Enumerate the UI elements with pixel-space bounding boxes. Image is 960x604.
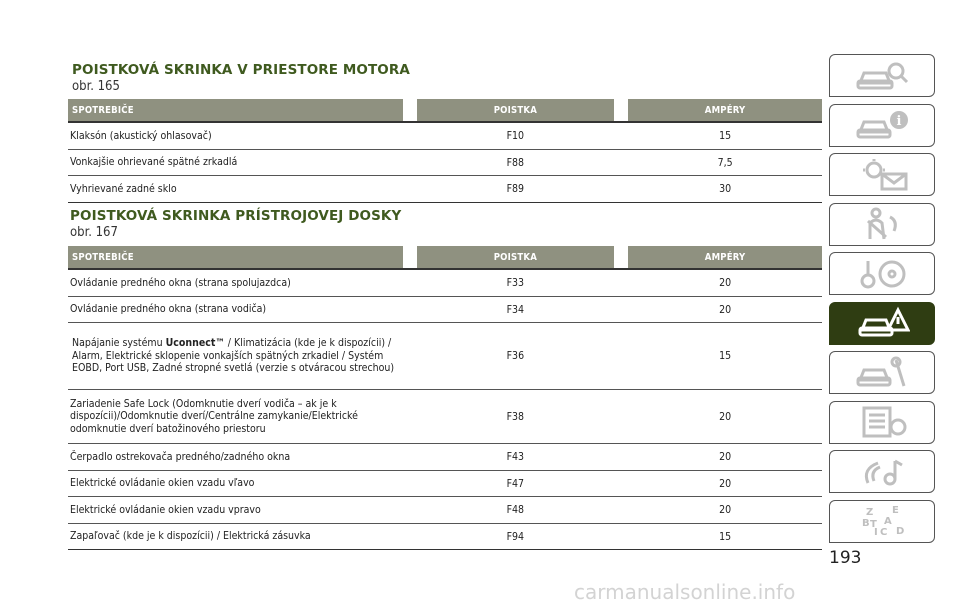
fuse-table-dashboard [68, 240, 822, 550]
tab-servicing[interactable] [829, 351, 935, 394]
specifications-list-icon [854, 405, 910, 439]
fuse-cell: F48 [506, 504, 525, 516]
section-engine [72, 62, 410, 94]
table-row [68, 497, 822, 524]
fuse-cell: F89 [506, 183, 525, 195]
column-header-fuse: POISTKA [417, 99, 615, 121]
tab-starting-driving[interactable] [829, 252, 935, 295]
column-header-ampere: AMPÉRY [628, 246, 822, 268]
column-header-ampere: AMPÉRY [628, 99, 822, 121]
table-row [68, 176, 822, 203]
section-title: POISTKOVÁ SKRINKA PRÍSTROJOVEJ DOSKY [70, 208, 402, 224]
ampere-cell: 15 [719, 130, 732, 142]
ampere-cell: 20 [719, 410, 732, 423]
index-letter: C [880, 527, 888, 538]
table-row [68, 270, 822, 297]
table-row [68, 150, 822, 176]
ampere-cell: 30 [719, 183, 732, 195]
table-row [68, 471, 822, 497]
index-letter: E [892, 505, 899, 516]
car-service-tools-icon [854, 356, 910, 390]
ampere-cell: 15 [719, 350, 732, 362]
table-row [68, 444, 822, 471]
section-title: POISTKOVÁ SKRINKA V PRIESTORE MOTORA [72, 62, 410, 78]
index-letter: A [884, 516, 892, 527]
tab-index[interactable] [829, 500, 935, 543]
index-letter: I [874, 527, 878, 538]
column-header-fuse: POISTKA [417, 246, 615, 268]
device-text: Napájanie systému [72, 337, 166, 350]
device-cell [68, 337, 403, 375]
tab-emergency[interactable] [829, 302, 935, 345]
device-cell: Elektrické ovládanie okien vzadu vpravo [70, 503, 261, 516]
device-cell: Elektrické ovládanie okien vzadu vľavo [70, 477, 255, 490]
watermark: carmanualsonline.info [574, 580, 796, 604]
tab-multimedia[interactable] [829, 450, 935, 493]
device-cell: Vonkajšie ohrievané spätné zrkadlá [70, 156, 238, 169]
ampere-cell: 20 [719, 277, 732, 289]
device-cell: Klaksón (akustický ohlasovač) [70, 129, 212, 142]
tab-safety[interactable] [829, 203, 935, 246]
device-cell: Vyhrievané zadné sklo [70, 182, 177, 195]
ampere-cell: 20 [719, 303, 732, 316]
brand-name: Uconnect™ [165, 337, 225, 350]
tab-technical-data[interactable] [829, 401, 935, 444]
fuse-cell: F33 [506, 277, 525, 289]
fuse-cell: F88 [506, 156, 525, 169]
table-row [68, 123, 822, 150]
index-letter: Z [866, 507, 874, 518]
ampere-cell: 15 [719, 530, 732, 543]
fuse-cell: F34 [506, 303, 525, 316]
tab-warning-lights[interactable] [829, 153, 935, 196]
fuse-cell: F10 [506, 130, 525, 142]
tab-car-info[interactable] [829, 104, 935, 147]
device-cell: Zapaľovač (kde je k dispozícii) / Elektrická zásuvka [70, 530, 311, 543]
fuse-table-engine [68, 93, 822, 203]
ampere-cell: 7,5 [717, 156, 733, 169]
fuse-cell: F38 [506, 410, 525, 423]
alphabetical-index-icon [854, 504, 910, 538]
column-header-device: SPOTREBIČE [68, 246, 403, 268]
warning-light-mail-icon [854, 158, 910, 192]
tab-car-search[interactable] [829, 54, 935, 97]
fuse-cell: F43 [506, 451, 525, 463]
index-letter: B [862, 518, 870, 529]
device-cell: Čerpadlo ostrekovača predného/zadného okna [70, 450, 291, 463]
multimedia-icon [854, 455, 910, 489]
index-letter: T [870, 519, 877, 530]
device-cell: Zariadenie Safe Lock (Odomknutie dverí vodiča – ak je k dispozícii)/Odomknutie dverí/Centrálne zamykanie/Elektrické odomknutie dverí batožinového priestoru [70, 397, 358, 435]
device-cell: Ovládanie predného okna (strana spolujazdca) [70, 276, 291, 289]
ampere-cell: 20 [719, 477, 732, 490]
device-cell: Ovládanie predného okna (strana vodiča) [70, 303, 267, 316]
car-info-icon [854, 108, 910, 142]
figure-reference: obr. 167 [70, 225, 118, 240]
table-row [68, 390, 822, 444]
section-dashboard [70, 208, 401, 240]
fuse-cell: F36 [506, 350, 525, 362]
device-text: / Klimatizácia (kde je k dispozícii) / Alarm, Elektrické sklopenie vonkajších spätných zrkadiel / Systém EOBD, Port USB, Zadné stropné svetlá (verzie s otváracou strechou) [72, 337, 395, 375]
ampere-cell: 20 [719, 504, 732, 516]
svg-text:i: i [896, 114, 902, 129]
table-header [68, 99, 822, 121]
figure-reference: obr. 165 [72, 79, 120, 94]
table-row [68, 297, 822, 323]
table-row [68, 524, 822, 550]
key-steering-wheel-icon [854, 257, 910, 291]
fuse-cell: F47 [506, 477, 525, 490]
column-header-device: SPOTREBIČE [68, 99, 403, 121]
chapter-sidebar [829, 54, 935, 549]
car-breakdown-icon [854, 306, 910, 340]
fuse-cell: F94 [506, 530, 525, 543]
page-number: 193 [829, 548, 862, 568]
table-header [68, 246, 822, 268]
ampere-cell: 20 [719, 451, 732, 463]
seatbelt-airbag-icon [854, 207, 910, 241]
index-letter: D [896, 526, 905, 537]
car-search-icon [854, 59, 910, 93]
table-row [68, 323, 822, 390]
